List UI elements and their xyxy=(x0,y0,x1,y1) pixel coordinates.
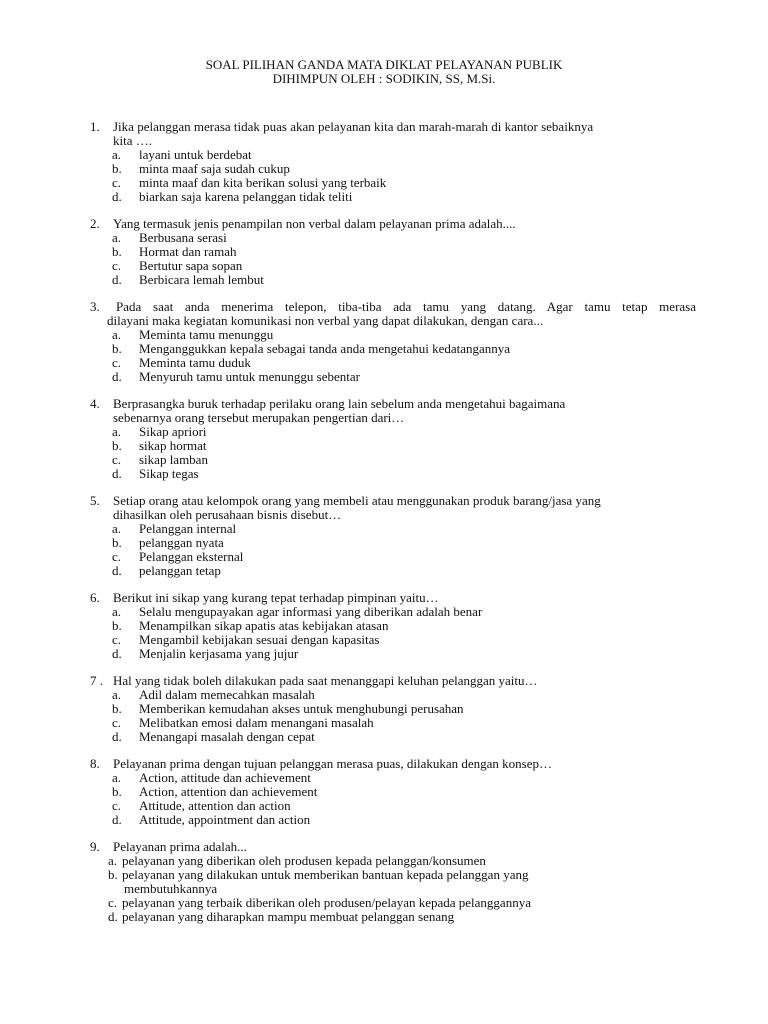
option-letter: c. xyxy=(112,258,122,273)
question-number: 4. xyxy=(90,396,100,411)
option-letter: d. xyxy=(108,909,118,924)
option-text: sikap hormat xyxy=(139,438,207,453)
option-text: Adil dalam memecahkan masalah xyxy=(139,687,315,702)
question-line xyxy=(0,397,768,411)
question-number: 9. xyxy=(90,839,100,854)
answer-option xyxy=(0,647,768,661)
answer-option xyxy=(0,467,768,481)
option-letter: d. xyxy=(112,563,122,578)
question-3 xyxy=(0,300,768,384)
option-text: pelayanan yang diharapkan mampu membuat pelanggan senang xyxy=(122,909,455,924)
question-text: Berprasangka buruk terhadap perilaku orang lain sebelum anda mengetahui bagaimana xyxy=(113,396,566,411)
option-letter: c. xyxy=(108,895,118,910)
option-letter: b. xyxy=(108,867,118,882)
question-number: 5. xyxy=(90,493,100,508)
answer-option xyxy=(0,148,768,162)
answer-options xyxy=(0,522,768,578)
question-line xyxy=(0,591,768,605)
answer-option xyxy=(0,605,768,619)
answer-option xyxy=(0,910,768,924)
header-title: SOAL PILIHAN GANDA MATA DIKLAT PELAYANAN PUBLIK xyxy=(205,57,563,72)
option-text: Menangapi masalah dengan cepat xyxy=(139,729,315,744)
option-text: Menyuruh tamu untuk menunggu sebentar xyxy=(139,369,360,384)
option-text: Pelanggan internal xyxy=(139,521,237,536)
question-1 xyxy=(0,120,768,204)
question-line xyxy=(0,120,768,134)
option-letter: d. xyxy=(112,729,122,744)
option-text: Sikap apriori xyxy=(139,424,207,439)
question-text: Berikut ini sikap yang kurang tepat terhadap pimpinan yaitu… xyxy=(113,590,439,605)
document-header xyxy=(0,58,768,86)
option-letter: a. xyxy=(108,853,118,868)
answer-option xyxy=(0,453,768,467)
question-7 xyxy=(0,674,768,744)
answer-option xyxy=(0,854,768,868)
answer-option xyxy=(0,564,768,578)
question-2 xyxy=(0,217,768,287)
option-letter: c. xyxy=(112,632,122,647)
option-text: sikap lamban xyxy=(139,452,208,467)
question-text: Yang termasuk jenis penampilan non verbal dalam pelayanan prima adalah.... xyxy=(113,216,516,231)
option-text: Melibatkan emosi dalam menangani masalah xyxy=(139,715,374,730)
answer-option xyxy=(0,536,768,550)
option-text: minta maaf saja sudah cukup xyxy=(139,161,290,176)
option-text: Hormat dan ramah xyxy=(139,244,237,259)
option-letter: a. xyxy=(112,604,122,619)
answer-option xyxy=(0,245,768,259)
question-6 xyxy=(0,591,768,661)
answer-options xyxy=(0,854,768,924)
option-text: pelanggan nyata xyxy=(139,535,224,550)
question-line xyxy=(0,217,768,231)
option-letter: c. xyxy=(112,798,122,813)
option-letter: c. xyxy=(112,452,122,467)
answer-option xyxy=(0,771,768,785)
answer-option xyxy=(0,716,768,730)
answer-option xyxy=(0,702,768,716)
option-text: Menjalin kerjasama yang jujur xyxy=(139,646,299,661)
option-text: Berbicara lemah lembut xyxy=(139,272,264,287)
option-letter: a. xyxy=(112,230,122,245)
question-9 xyxy=(0,840,768,924)
option-letter: b. xyxy=(112,535,122,550)
option-letter: d. xyxy=(112,369,122,384)
answer-options xyxy=(0,425,768,481)
option-letter: d. xyxy=(112,272,122,287)
answer-option xyxy=(0,231,768,245)
answer-option xyxy=(0,273,768,287)
question-number: 8. xyxy=(90,756,100,771)
option-letter: c. xyxy=(112,715,122,730)
answer-option xyxy=(0,425,768,439)
option-letter: d. xyxy=(112,812,122,827)
answer-options xyxy=(0,231,768,287)
option-text: Pelanggan eksternal xyxy=(139,549,244,564)
question-8 xyxy=(0,757,768,827)
header-compiler: DIHIMPUN OLEH : SODIKIN, SS, M.Si. xyxy=(272,71,496,86)
question-text-continued: kita …. xyxy=(113,133,152,148)
option-text: Selalu mengupayakan agar informasi yang diberikan adalah benar xyxy=(139,604,483,619)
answer-option xyxy=(0,342,768,356)
question-5 xyxy=(0,494,768,578)
answer-option xyxy=(0,868,768,882)
option-letter: a. xyxy=(112,521,122,536)
question-line xyxy=(0,494,768,508)
answer-option xyxy=(0,550,768,564)
option-letter: b. xyxy=(112,341,122,356)
question-text-continued: dilayani maka kegiatan komunikasi non verbal yang dapat dilakukan, dengan cara... xyxy=(107,313,544,328)
answer-option xyxy=(0,370,768,384)
question-line xyxy=(0,674,768,688)
question-list xyxy=(0,120,768,924)
question-line xyxy=(0,757,768,771)
question-text: Pada saat anda menerima telepon, tiba-tiba ada tamu yang datang. Agar tamu tetap merasa xyxy=(116,299,696,314)
answer-options xyxy=(0,771,768,827)
answer-option xyxy=(0,896,768,910)
answer-option xyxy=(0,356,768,370)
option-letter: c. xyxy=(112,355,122,370)
question-number: 3. xyxy=(90,299,100,314)
option-letter: b. xyxy=(112,244,122,259)
answer-option xyxy=(0,619,768,633)
option-text: Attitude, attention dan action xyxy=(139,798,291,813)
option-text: membutuhkannya xyxy=(124,881,218,896)
option-letter: b. xyxy=(112,438,122,453)
option-letter: a. xyxy=(112,327,122,342)
answer-option xyxy=(0,439,768,453)
option-letter: a. xyxy=(112,424,122,439)
option-letter: a. xyxy=(112,147,122,162)
question-text: Setiap orang atau kelompok orang yang membeli atau menggunakan produk barang/jasa yang xyxy=(113,493,601,508)
option-text: Sikap tegas xyxy=(139,466,199,481)
question-text: Hal yang tidak boleh dilakukan pada saat menanggapi keluhan pelanggan yaitu… xyxy=(113,673,538,688)
option-letter: d. xyxy=(112,189,122,204)
option-letter: c. xyxy=(112,175,122,190)
option-letter: b. xyxy=(112,701,122,716)
question-text: Pelayanan prima adalah... xyxy=(113,839,247,854)
option-text: pelayanan yang dilakukan untuk memberikan bantuan kepada pelanggan yang xyxy=(122,867,529,882)
question-text-continued: sebenarnya orang tersebut merupakan pengertian dari… xyxy=(113,410,405,425)
answer-options xyxy=(0,688,768,744)
option-text: Berbusana serasi xyxy=(139,230,227,245)
question-number: 2. xyxy=(90,216,100,231)
answer-option xyxy=(0,259,768,273)
answer-option xyxy=(0,882,768,896)
option-letter: d. xyxy=(112,466,122,481)
answer-option xyxy=(0,799,768,813)
question-line xyxy=(0,300,768,314)
question-number: 7 . xyxy=(90,673,103,688)
option-letter: a. xyxy=(112,770,122,785)
question-line-continued xyxy=(0,314,768,328)
option-letter: b. xyxy=(112,618,122,633)
option-text: Attitude, appointment dan action xyxy=(139,812,311,827)
option-text: Action, attitude dan achievement xyxy=(139,770,311,785)
option-letter: b. xyxy=(112,784,122,799)
option-letter: a. xyxy=(112,687,122,702)
question-number: 6. xyxy=(90,590,100,605)
question-text: Pelayanan prima dengan tujuan pelanggan merasa puas, dilakukan dengan konsep… xyxy=(113,756,552,771)
question-4 xyxy=(0,397,768,481)
question-line xyxy=(0,840,768,854)
option-text: Action, attention dan achievement xyxy=(139,784,318,799)
question-line-continued xyxy=(0,508,768,522)
option-text: pelanggan tetap xyxy=(139,563,221,578)
question-line-continued xyxy=(0,411,768,425)
option-text: Meminta tamu duduk xyxy=(139,355,251,370)
answer-options xyxy=(0,605,768,661)
answer-option xyxy=(0,688,768,702)
answer-option xyxy=(0,522,768,536)
answer-option xyxy=(0,785,768,799)
answer-option xyxy=(0,730,768,744)
answer-options xyxy=(0,328,768,384)
option-letter: d. xyxy=(112,646,122,661)
option-text: Bertutur sapa sopan xyxy=(139,258,243,273)
option-text: biarkan saja karena pelanggan tidak teliti xyxy=(139,189,353,204)
question-number: 1. xyxy=(90,119,100,134)
option-text: Menampilkan sikap apatis atas kebijakan atasan xyxy=(139,618,389,633)
option-letter: c. xyxy=(112,549,122,564)
answer-options xyxy=(0,148,768,204)
option-text: Menganggukkan kepala sebagai tanda anda mengetahui kedatangannya xyxy=(139,341,511,356)
option-text: Meminta tamu menunggu xyxy=(139,327,274,342)
answer-option xyxy=(0,162,768,176)
question-text-continued: dihasilkan oleh perusahaan bisnis disebut… xyxy=(113,507,342,522)
answer-option xyxy=(0,813,768,827)
answer-option xyxy=(0,176,768,190)
answer-option xyxy=(0,633,768,647)
answer-option xyxy=(0,190,768,204)
option-text: pelayanan yang terbaik diberikan oleh produsen/pelayan kepada pelanggannya xyxy=(122,895,531,910)
option-text: minta maaf dan kita berikan solusi yang terbaik xyxy=(139,175,387,190)
option-text: Memberikan kemudahan akses untuk menghubungi perusahan xyxy=(139,701,464,716)
answer-option xyxy=(0,328,768,342)
option-text: layani untuk berdebat xyxy=(139,147,252,162)
question-line-continued xyxy=(0,134,768,148)
question-text: Jika pelanggan merasa tidak puas akan pelayanan kita dan marah-marah di kantor sebaiknya xyxy=(113,119,594,134)
option-text: Mengambil kebijakan sesuai dengan kapasitas xyxy=(139,632,380,647)
option-text: pelayanan yang diberikan oleh produsen kepada pelanggan/konsumen xyxy=(122,853,486,868)
option-letter: b. xyxy=(112,161,122,176)
